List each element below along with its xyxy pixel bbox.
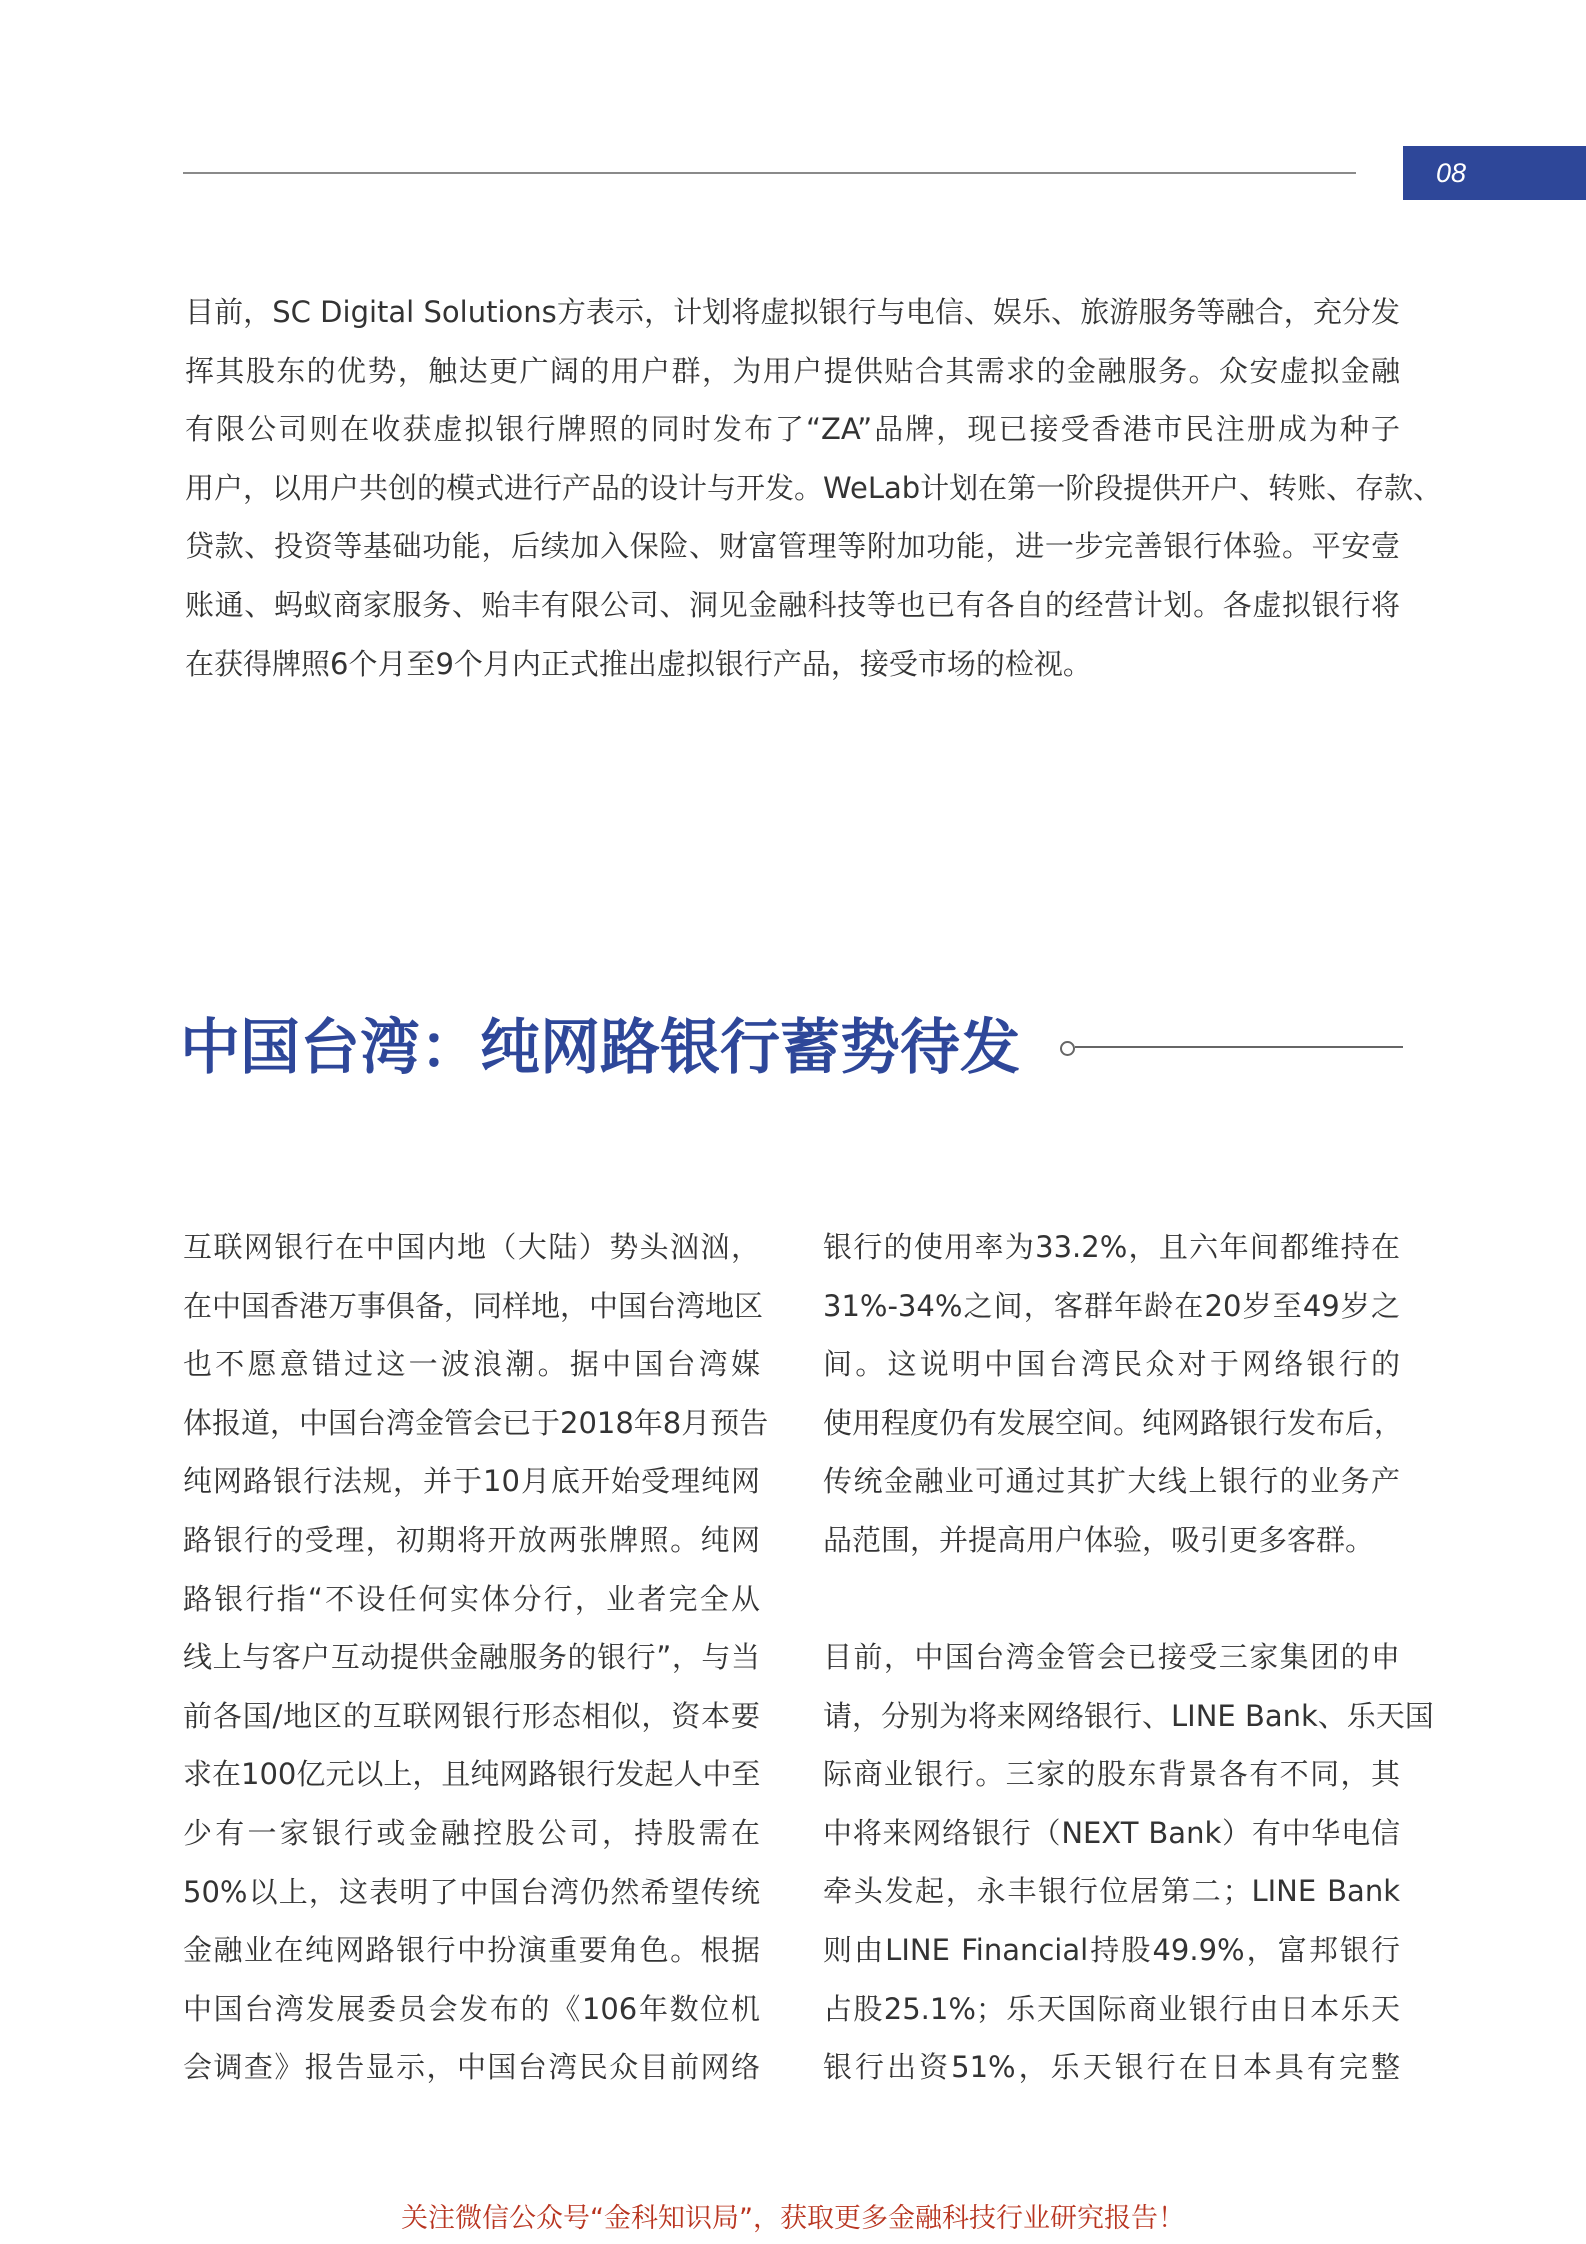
footer-promo: 关注微信公众号“金科知识局”，获取更多金融科技行业研究报告！: [401, 2203, 1185, 2234]
text-line: 在中国香港万事俱备，同样地，中国台湾地区: [183, 1288, 764, 1323]
text-line: 中将来网络银行（NEXT Bank）有中华电信: [823, 1815, 1400, 1850]
header-rule: [183, 172, 1356, 174]
column-2-paragraph-2: [823, 1628, 1434, 2097]
text-line: 有限公司则在收获虚拟银行牌照的同时发布了“ZA”品牌，现已接受香港市民注册成为种子: [185, 412, 1400, 447]
text-line: 品范围，并提高用户体验，吸引更多客群。: [823, 1522, 1375, 1557]
text-line: 传统金融业可通过其扩大线上银行的业务产: [823, 1464, 1400, 1499]
text-line: 线上与客户互动提供金融服务的银行”，与当: [183, 1640, 760, 1675]
text-line: 路银行指“不设任何实体分行，业者完全从: [183, 1581, 760, 1616]
text-line: 中国台湾发展委员会发布的《106年数位机: [183, 1991, 760, 2026]
text-line: 会调查》报告显示，中国台湾民众目前网络: [183, 2050, 760, 2085]
text-line: 纯网路银行法规，并于10月底开始受理纯网: [183, 1464, 760, 1499]
title-decoration-rule: [1075, 1046, 1403, 1048]
text-line: 银行的使用率为33.2%，且六年间都维持在: [823, 1230, 1400, 1264]
text-line: 则由LINE Financial持股49.9%，富邦银行: [823, 1932, 1400, 1967]
text-line: 贷款、投资等基础功能，后续加入保险、财富管理等附加功能，进一步完善银行体验。平安壹: [185, 529, 1400, 564]
text-line: 31%-34%之间，客群年龄在20岁至49岁之: [823, 1288, 1400, 1323]
section-title: 中国台湾：纯网路银行蓄势待发: [180, 1013, 1020, 1083]
text-line: 求在100亿元以上，且纯网路银行发起人中至: [183, 1757, 761, 1792]
text-line: 请，分别为将来网络银行、LINE Bank、乐天国: [823, 1698, 1434, 1733]
text-line: 目前，SC Digital Solutions方表示，计划将虚拟银行与电信、娱乐、旅游服务等融合，充分发: [185, 295, 1400, 329]
text-line: 占股25.1%；乐天国际商业银行由日本乐天: [823, 1991, 1400, 2026]
text-line: 50%以上，这表明了中国台湾仍然希望传统: [183, 1874, 760, 1909]
intro-paragraph: [185, 283, 1443, 693]
title-decoration-circle: [1060, 1041, 1075, 1056]
text-line: 间。这说明中国台湾民众对于网络银行的: [823, 1347, 1400, 1382]
page-number-badge: 08: [1403, 146, 1586, 200]
text-line: 体报道，中国台湾金管会已于2018年8月预告: [183, 1405, 769, 1440]
text-line: 际商业银行。三家的股东背景各有不同，其: [823, 1757, 1400, 1792]
text-line: 用户，以用户共创的模式进行产品的设计与开发。WeLab计划在第一阶段提供开户、转账、存款、: [185, 470, 1443, 505]
text-line: 互联网银行在中国内地（大陆）势头汹汹，: [183, 1230, 760, 1264]
text-line: 路银行的受理，初期将开放两张牌照。纯网: [183, 1522, 760, 1557]
text-line: 挥其股东的优势，触达更广阔的用户群，为用户提供贴合其需求的金融服务。众安虚拟金融: [185, 353, 1400, 388]
text-line: 在获得牌照6个月至9个月内正式推出虚拟银行产品，接受市场的检视。: [185, 646, 1092, 681]
text-line: 前各国/地区的互联网银行形态相似，资本要: [183, 1698, 760, 1733]
text-line: 牵头发起，永丰银行位居第二；LINE Bank: [823, 1874, 1400, 1909]
text-line: 使用程度仍有发展空间。纯网路银行发布后，: [823, 1405, 1404, 1440]
column-2-paragraph-1: [823, 1218, 1404, 1570]
text-line: 银行出资51%，乐天银行在日本具有完整: [823, 2050, 1400, 2085]
text-line: 也不愿意错过这一波浪潮。据中国台湾媒: [183, 1347, 760, 1382]
text-line: 少有一家银行或金融控股公司，持股需在: [183, 1815, 760, 1850]
text-line: 金融业在纯网路银行中扮演重要角色。根据: [183, 1933, 760, 1968]
text-line: 目前，中国台湾金管会已接受三家集团的申: [823, 1640, 1400, 1674]
column-1-paragraph: [183, 1218, 769, 2097]
text-line: 账通、蚂蚁商家服务、贻丰有限公司、洞见金融科技等也已有各自的经营计划。各虚拟银行将: [185, 587, 1400, 622]
